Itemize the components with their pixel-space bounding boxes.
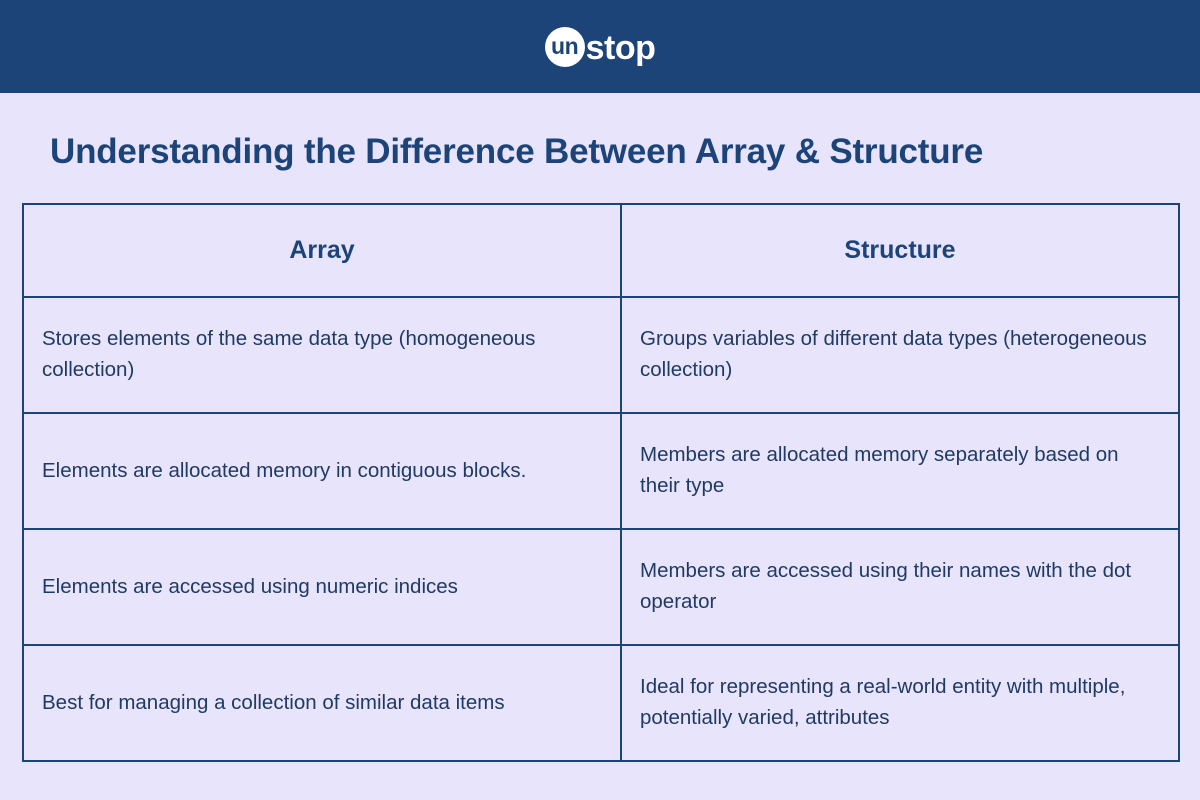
unstop-logo bbox=[545, 27, 656, 67]
content-area bbox=[0, 93, 1200, 800]
cell-array: Elements are allocated memory in contiguous blocks. bbox=[23, 413, 621, 529]
logo-mark-icon: un bbox=[545, 27, 585, 67]
table-row bbox=[23, 645, 1179, 761]
brand-header-bar bbox=[0, 0, 1200, 93]
cell-structure: Members are allocated memory separately based on their type bbox=[621, 413, 1179, 529]
cell-structure: Ideal for representing a real-world entity with multiple, potentially varied, attributes bbox=[621, 645, 1179, 761]
table-row bbox=[23, 529, 1179, 645]
column-header-structure: Structure bbox=[621, 204, 1179, 297]
table-row bbox=[23, 413, 1179, 529]
cell-array: Best for managing a collection of similar data items bbox=[23, 645, 621, 761]
logo-wordmark: stop bbox=[585, 28, 656, 67]
page-title: Understanding the Difference Between Array & Structure bbox=[50, 132, 984, 171]
column-header-array: Array bbox=[23, 204, 621, 297]
table-header-row bbox=[23, 204, 1179, 297]
cell-array: Elements are accessed using numeric indices bbox=[23, 529, 621, 645]
cell-structure: Groups variables of different data types (heterogeneous collection) bbox=[621, 297, 1179, 413]
cell-array: Stores elements of the same data type (homogeneous collection) bbox=[23, 297, 621, 413]
table-row bbox=[23, 297, 1179, 413]
cell-structure: Members are accessed using their names with the dot operator bbox=[621, 529, 1179, 645]
comparison-table bbox=[22, 203, 1180, 762]
